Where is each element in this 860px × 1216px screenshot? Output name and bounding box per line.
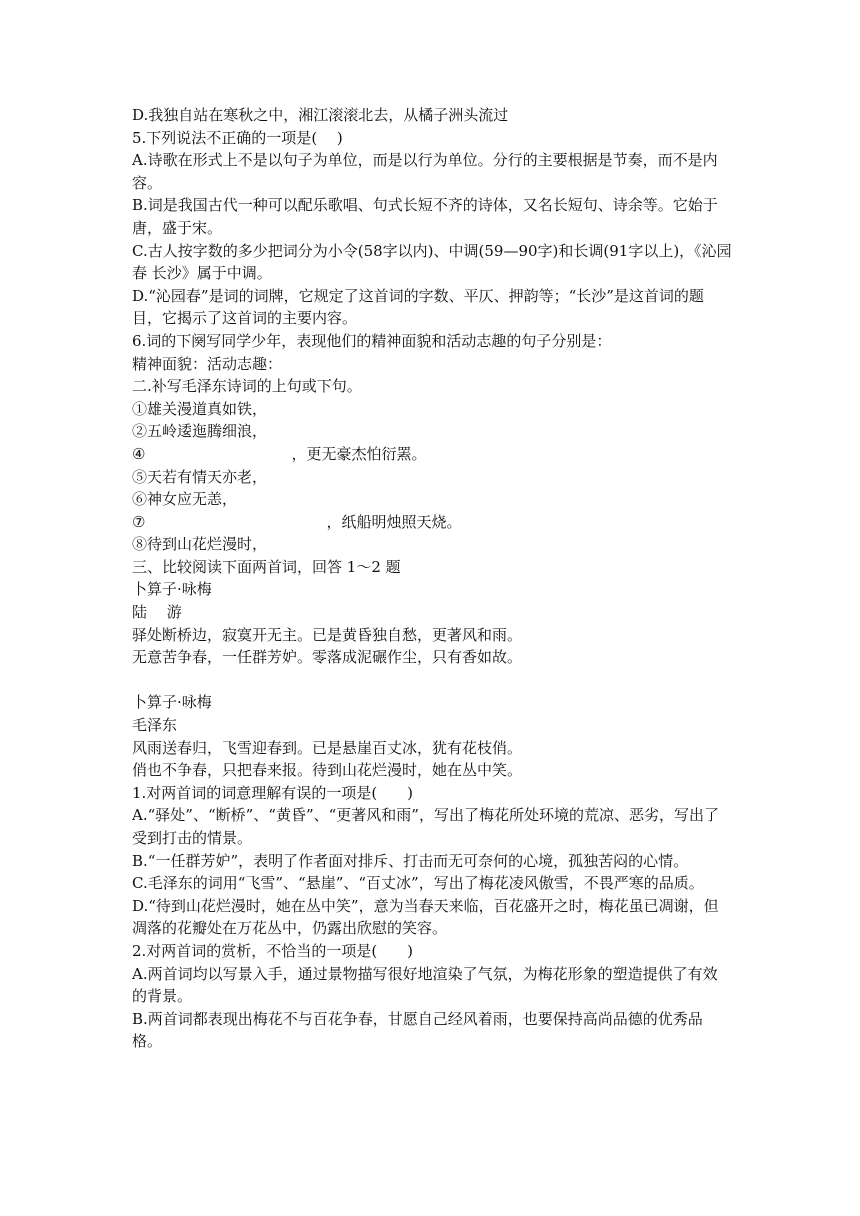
poem1-author: 陆 游 [132,603,182,622]
document-body [132,104,732,1053]
poem1-line-2: 无意苦争春，一任群芳妒。零落成泥碾作尘，只有香如故。 [132,648,523,667]
section-two-heading: 二.补写毛泽东诗词的上句或下句。 [132,377,362,396]
section-three-heading: 三、比较阅读下面两首词，回答 1～2 题 [132,557,401,576]
q2-option-a: A.两首词均以写景入手，通过景物描写很好地渲染了气氛，为梅花形象的塑造提供了有效的背景。 [132,964,718,1006]
blank-line [132,669,732,692]
fill-item-5: ⑤天若有情天亦老， [132,467,268,486]
q6-answer-line: 精神面貌：活动志趣： [132,354,283,373]
q1-option-b: B.“一任群芳妒”，表明了作者面对排斥、打击而无可奈何的心境，孤独苦闷的心情。 [132,851,689,870]
fill-item-4-text: ，更无豪杰怕衍罴。 [291,444,427,463]
q1-option-c: C.毛泽东的词用“飞雪”、“悬崖”、“百丈冰”，写出了梅花凌风傲雪，不畏严寒的品质。 [132,874,704,893]
q2-stem: 2.对两首词的赏析，不恰当的一项是( ) [132,941,414,960]
fill-item-7-number: ⑦ [132,512,146,531]
q5-option-b: B.词是我国古代一种可以配乐歌唱、句式长短不齐的诗体，又名长短句、诗余等。它始于唐，盛于宋。 [132,196,718,237]
fill-item-4-number: ④ [132,444,146,463]
q6-stem: 6.词的下阕写同学少年，表现他们的精神面貌和活动志趣的句子分别是： [132,331,612,350]
q5-option-a: A.诗歌在形式上不是以句子为单位，而是以行为单位。分行的主要根据是节奏，而不是内容。 [132,151,718,192]
fill-item-4 [132,443,732,466]
fill-item-1: ①雄关漫道真如铁， [132,399,268,418]
poem1-title: 卜算子·咏梅 [132,580,212,599]
q2-option-b: B.两首词都表现出梅花不与百花争春，甘愿自己经风着雨，也要保持高尚品德的优秀品格。 [132,1009,703,1051]
fill-item-7 [132,511,732,534]
q1-option-d: D.“待到山花烂漫时，她在丛中笑”，意为当春天来临，百花盛开之时，梅花虽已凋谢，但凋落的花瓣处在万花丛中，仍露出欣慰的笑容。 [132,896,719,938]
q1-option-a: A.“驿处”、“断桥”、“黄昏”、“更著风和雨”，写出了梅花所处环境的荒凉、恶劣，写出了受到打击的情景。 [132,806,719,847]
fill-item-6: ⑥神女应无恙， [132,490,238,509]
q5-option-c: C.古人按字数的多少把词分为小令(58字以内)、中调(59—90字)和长调(91字以上)，《沁园春 长沙》属于中调。 [132,241,732,283]
fill-item-7-text: ，纸船明烛照天烧。 [326,512,462,531]
q5-stem: 5.下列说法不正确的一项是( ) [132,128,343,147]
fill-item-2: ②五岭逶迤腾细浪， [132,422,268,441]
q1-stem: 1.对两首词的词意理解有误的一项是( ) [132,783,414,802]
q5-option-d: D.“沁园春”是词的词牌，它规定了这首词的字数、平仄、押韵等；“长沙”是这首词的题目，它揭示了这首词的主要内容。 [132,286,704,328]
poem2-author: 毛泽东 [132,716,178,735]
fill-item-8: ⑧待到山花烂漫时， [132,535,268,554]
poem2-line-2: 俏也不争春，只把春来报。待到山花烂漫时，她在丛中笑。 [132,761,523,780]
poem2-line-1: 风雨送春归，飞雪迎春到。已是悬崖百丈冰，犹有花枝俏。 [132,738,523,757]
q4-option-d: D.我独自站在寒秋之中，湘江滚滚北去，从橘子洲头流过 [132,106,509,124]
poem2-title: 卜算子·咏梅 [132,693,212,712]
poem1-line-1: 驿处断桥边，寂寞开无主。已是黄昏独自愁，更著风和雨。 [132,625,523,644]
